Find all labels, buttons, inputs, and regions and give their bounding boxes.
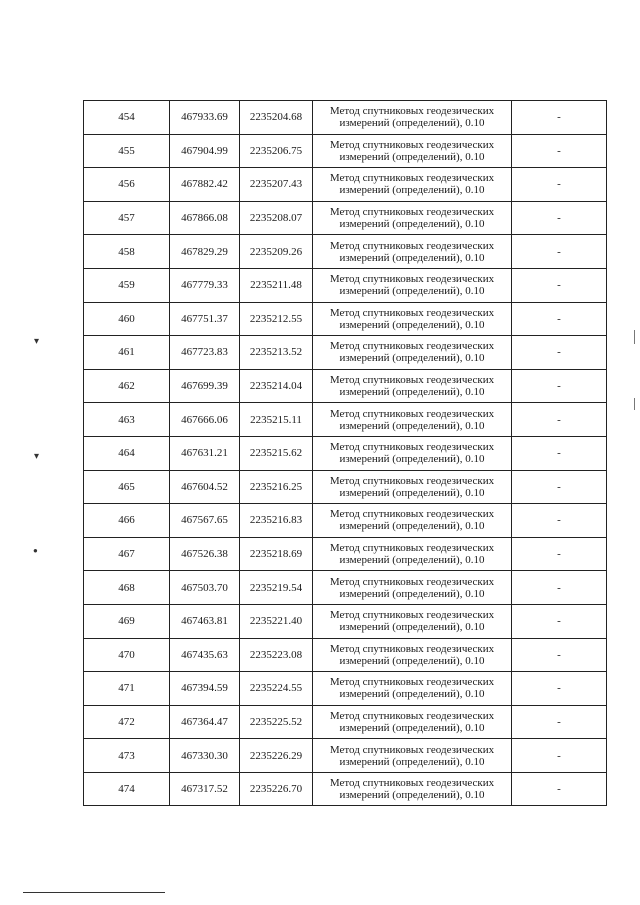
method-text-line: измерений (определений), 0.10 [339, 150, 485, 163]
point-number-cell: 474 [84, 772, 170, 806]
point-number-cell: 470 [84, 638, 170, 672]
table-row [84, 772, 607, 806]
y-coordinate-cell: 2235216.83 [240, 504, 313, 538]
method-text-line: Метод спутниковых геодезических [329, 407, 495, 420]
method-text-line: Метод спутниковых геодезических [329, 709, 495, 722]
method-text-line: измерений (определений), 0.10 [339, 453, 485, 466]
x-coordinate-cell: 467699.39 [170, 369, 240, 403]
x-coordinate-cell: 467526.38 [170, 537, 240, 571]
y-coordinate-cell: 2235215.62 [240, 436, 313, 470]
method-text-line: Метод спутниковых геодезических [329, 306, 495, 319]
method-text-line: измерений (определений), 0.10 [339, 554, 485, 567]
method-text-line: измерений (определений), 0.10 [339, 789, 485, 802]
note-cell: - [512, 537, 607, 571]
table-row [84, 101, 607, 135]
method-text-line: Метод спутниковых геодезических [329, 206, 495, 219]
point-number-cell: 462 [84, 369, 170, 403]
method-text-line: Метод спутниковых геодезических [329, 542, 495, 555]
note-cell: - [512, 403, 607, 437]
method-text-line: измерений (определений), 0.10 [339, 386, 485, 399]
method-cell [313, 235, 512, 269]
y-coordinate-cell: 2235204.68 [240, 101, 313, 135]
point-number-cell: 473 [84, 739, 170, 773]
table-row [84, 638, 607, 672]
y-coordinate-cell: 2235214.04 [240, 369, 313, 403]
note-cell: - [512, 470, 607, 504]
method-cell [313, 134, 512, 168]
coordinates-table-body [84, 101, 607, 806]
method-text-line: измерений (определений), 0.10 [339, 755, 485, 768]
y-coordinate-cell: 2235226.70 [240, 772, 313, 806]
method-cell [313, 403, 512, 437]
method-cell [313, 739, 512, 773]
method-cell [313, 571, 512, 605]
method-cell [313, 268, 512, 302]
method-text-line: измерений (определений), 0.10 [339, 520, 485, 533]
point-number-cell: 463 [84, 403, 170, 437]
method-cell [313, 470, 512, 504]
method-text-line: измерений (определений), 0.10 [339, 218, 485, 231]
note-cell: - [512, 101, 607, 135]
y-coordinate-cell: 2235207.43 [240, 168, 313, 202]
method-cell [313, 604, 512, 638]
y-coordinate-cell: 2235221.40 [240, 604, 313, 638]
y-coordinate-cell: 2235208.07 [240, 201, 313, 235]
note-cell: - [512, 201, 607, 235]
point-number-cell: 459 [84, 268, 170, 302]
method-cell [313, 336, 512, 370]
table-row [84, 235, 607, 269]
note-cell: - [512, 705, 607, 739]
table-row [84, 436, 607, 470]
x-coordinate-cell: 467866.08 [170, 201, 240, 235]
note-cell: - [512, 302, 607, 336]
method-text-line: измерений (определений), 0.10 [339, 688, 485, 701]
method-text-line: Метод спутниковых геодезических [329, 273, 495, 286]
table-row [84, 403, 607, 437]
y-coordinate-cell: 2235215.11 [240, 403, 313, 437]
margin-mark: ▾ [34, 336, 40, 347]
x-coordinate-cell: 467751.37 [170, 302, 240, 336]
note-cell: - [512, 571, 607, 605]
x-coordinate-cell: 467829.29 [170, 235, 240, 269]
y-coordinate-cell: 2235226.29 [240, 739, 313, 773]
y-coordinate-cell: 2235213.52 [240, 336, 313, 370]
table-row [84, 705, 607, 739]
method-text-line: Метод спутниковых геодезических [329, 105, 495, 118]
note-cell: - [512, 436, 607, 470]
table-row [84, 369, 607, 403]
method-text-line: измерений (определений), 0.10 [339, 621, 485, 634]
table-row [84, 604, 607, 638]
method-text-line: Метод спутниковых геодезических [329, 138, 495, 151]
method-cell [313, 436, 512, 470]
point-number-cell: 466 [84, 504, 170, 538]
method-text-line: Метод спутниковых геодезических [329, 441, 495, 454]
y-coordinate-cell: 2235216.25 [240, 470, 313, 504]
table-row [84, 504, 607, 538]
x-coordinate-cell: 467503.70 [170, 571, 240, 605]
method-cell [313, 705, 512, 739]
point-number-cell: 468 [84, 571, 170, 605]
point-number-cell: 456 [84, 168, 170, 202]
method-text-line: Метод спутниковых геодезических [329, 575, 495, 588]
method-text-line: измерений (определений), 0.10 [339, 285, 485, 298]
table-row [84, 134, 607, 168]
method-text-line: Метод спутниковых геодезических [329, 340, 495, 353]
method-text-line: Метод спутниковых геодезических [329, 374, 495, 387]
note-cell: - [512, 672, 607, 706]
x-coordinate-cell: 467631.21 [170, 436, 240, 470]
method-text-line: измерений (определений), 0.10 [339, 117, 485, 130]
table-row [84, 739, 607, 773]
table-row [84, 302, 607, 336]
method-cell [313, 672, 512, 706]
y-coordinate-cell: 2235223.08 [240, 638, 313, 672]
note-cell: - [512, 168, 607, 202]
method-cell [313, 302, 512, 336]
margin-mark: ▾ [34, 451, 40, 462]
x-coordinate-cell: 467330.30 [170, 739, 240, 773]
point-number-cell: 460 [84, 302, 170, 336]
note-cell: - [512, 739, 607, 773]
footnote-rule [23, 892, 165, 893]
y-coordinate-cell: 2235206.75 [240, 134, 313, 168]
method-text-line: измерений (определений), 0.10 [339, 587, 485, 600]
scan-edge-mark [634, 398, 635, 410]
table-row [84, 672, 607, 706]
y-coordinate-cell: 2235212.55 [240, 302, 313, 336]
method-text-line: измерений (определений), 0.10 [339, 486, 485, 499]
method-text-line: измерений (определений), 0.10 [339, 654, 485, 667]
point-number-cell: 455 [84, 134, 170, 168]
method-cell [313, 168, 512, 202]
table-row [84, 201, 607, 235]
x-coordinate-cell: 467882.42 [170, 168, 240, 202]
table-row [84, 470, 607, 504]
point-number-cell: 467 [84, 537, 170, 571]
x-coordinate-cell: 467904.99 [170, 134, 240, 168]
point-number-cell: 464 [84, 436, 170, 470]
table-row [84, 168, 607, 202]
note-cell: - [512, 134, 607, 168]
method-text-line: Метод спутниковых геодезических [329, 239, 495, 252]
point-number-cell: 458 [84, 235, 170, 269]
point-number-cell: 472 [84, 705, 170, 739]
x-coordinate-cell: 467604.52 [170, 470, 240, 504]
method-text-line: измерений (определений), 0.10 [339, 721, 485, 734]
y-coordinate-cell: 2235219.54 [240, 571, 313, 605]
x-coordinate-cell: 467463.81 [170, 604, 240, 638]
method-text-line: измерений (определений), 0.10 [339, 184, 485, 197]
margin-mark: ● [33, 546, 38, 555]
y-coordinate-cell: 2235209.26 [240, 235, 313, 269]
note-cell: - [512, 604, 607, 638]
x-coordinate-cell: 467317.52 [170, 772, 240, 806]
x-coordinate-cell: 467394.59 [170, 672, 240, 706]
table-row [84, 268, 607, 302]
x-coordinate-cell: 467723.83 [170, 336, 240, 370]
method-cell [313, 638, 512, 672]
x-coordinate-cell: 467933.69 [170, 101, 240, 135]
note-cell: - [512, 772, 607, 806]
method-cell [313, 537, 512, 571]
note-cell: - [512, 268, 607, 302]
scan-edge-mark [634, 330, 635, 344]
x-coordinate-cell: 467567.65 [170, 504, 240, 538]
x-coordinate-cell: 467364.47 [170, 705, 240, 739]
method-text-line: измерений (определений), 0.10 [339, 318, 485, 331]
method-cell [313, 369, 512, 403]
point-number-cell: 461 [84, 336, 170, 370]
method-text-line: Метод спутниковых геодезических [329, 172, 495, 185]
method-text-line: Метод спутниковых геодезических [329, 676, 495, 689]
method-cell [313, 101, 512, 135]
y-coordinate-cell: 2235218.69 [240, 537, 313, 571]
note-cell: - [512, 638, 607, 672]
point-number-cell: 469 [84, 604, 170, 638]
method-cell [313, 504, 512, 538]
method-text-line: Метод спутниковых геодезических [329, 743, 495, 756]
point-number-cell: 454 [84, 101, 170, 135]
x-coordinate-cell: 467779.33 [170, 268, 240, 302]
y-coordinate-cell: 2235211.48 [240, 268, 313, 302]
method-text-line: Метод спутниковых геодезических [329, 474, 495, 487]
table-row [84, 571, 607, 605]
method-text-line: измерений (определений), 0.10 [339, 419, 485, 432]
method-text-line: Метод спутниковых геодезических [329, 609, 495, 622]
method-text-line: измерений (определений), 0.10 [339, 352, 485, 365]
method-text-line: измерений (определений), 0.10 [339, 251, 485, 264]
note-cell: - [512, 235, 607, 269]
method-cell [313, 201, 512, 235]
note-cell: - [512, 336, 607, 370]
method-text-line: Метод спутниковых геодезических [329, 777, 495, 790]
point-number-cell: 457 [84, 201, 170, 235]
y-coordinate-cell: 2235225.52 [240, 705, 313, 739]
point-number-cell: 471 [84, 672, 170, 706]
method-text-line: Метод спутниковых геодезических [329, 508, 495, 521]
point-number-cell: 465 [84, 470, 170, 504]
note-cell: - [512, 504, 607, 538]
method-cell [313, 772, 512, 806]
note-cell: - [512, 369, 607, 403]
table-row [84, 537, 607, 571]
y-coordinate-cell: 2235224.55 [240, 672, 313, 706]
x-coordinate-cell: 467666.06 [170, 403, 240, 437]
table-row [84, 336, 607, 370]
x-coordinate-cell: 467435.63 [170, 638, 240, 672]
method-text-line: Метод спутниковых геодезических [329, 642, 495, 655]
coordinates-table [83, 100, 607, 806]
